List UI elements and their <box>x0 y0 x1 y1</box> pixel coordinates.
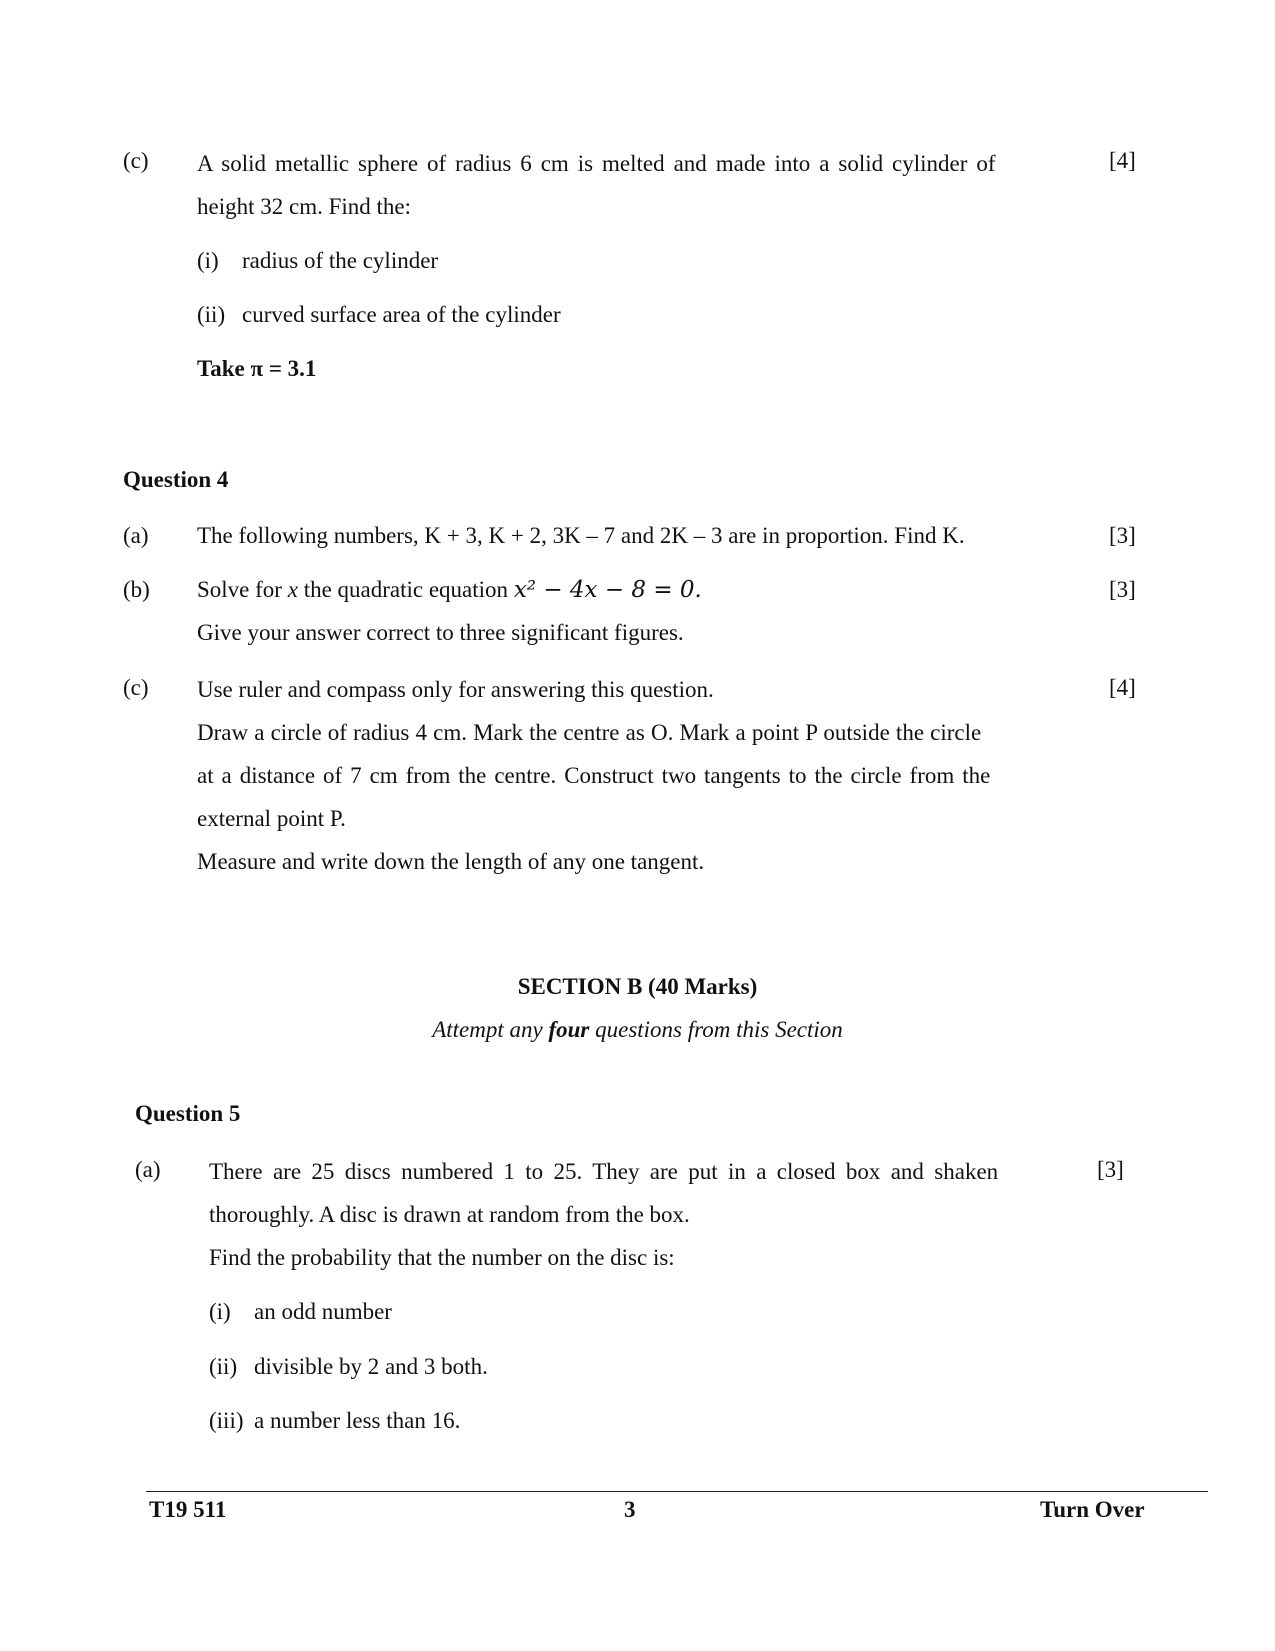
q3c-item-2 <box>197 302 561 328</box>
q3c-item-1 <box>197 248 438 274</box>
q5-heading: Question 5 <box>135 1101 241 1126</box>
footer-paper-code: T19 511 <box>149 1497 227 1522</box>
q5a-item-1 <box>209 1299 392 1325</box>
q4b-text-mid: the quadratic equation <box>297 577 514 602</box>
q3c-text <box>197 142 1034 228</box>
q5a-item-3-text: a number less than 16. <box>254 1408 461 1433</box>
q4b-marks: [3] <box>1109 577 1136 602</box>
q3c-marks: [4] <box>1109 148 1136 173</box>
q4c-line-2: Draw a circle of radius 4 cm. Mark the centre as O. Mark a point P outside the circle <box>197 720 982 745</box>
q4c-line-5: Measure and write down the length of any one tangent. <box>197 849 705 874</box>
section-b-title: SECTION B (40 Marks) <box>517 974 758 999</box>
q5a-item-2-num: (ii) <box>209 1354 238 1379</box>
instr-after: questions from this Section <box>589 1017 843 1042</box>
q4a-label: (a) <box>123 523 149 548</box>
q4c-marks: [4] <box>1109 675 1136 700</box>
q5a-item-1-text: an odd number <box>254 1299 392 1324</box>
q4-heading: Question 4 <box>123 467 229 492</box>
instr-bold: four <box>548 1017 590 1042</box>
q4c-line-3: at a distance of 7 cm from the centre. Construct two tangents to the circle from the <box>197 763 991 788</box>
q4b-line-2: Give your answer correct to three significant figures. <box>197 620 684 645</box>
q5a-text <box>209 1150 1025 1279</box>
q3c-item-2-text: curved surface area of the cylinder <box>242 302 561 327</box>
q5a-line-3: Find the probability that the number on the disc is: <box>209 1245 675 1270</box>
footer-turn-over: Turn Over <box>1040 1497 1145 1522</box>
q4c-text <box>197 668 1034 883</box>
q4c-label: (c) <box>123 675 149 700</box>
q5a-label: (a) <box>135 1157 161 1182</box>
instr-before: Attempt any <box>432 1017 549 1042</box>
q4b-label: (b) <box>123 577 150 602</box>
q3c-item-1-text: radius of the cylinder <box>242 248 439 273</box>
q5a-item-2 <box>209 1354 488 1380</box>
q4c-line-1: Use ruler and compass only for answering this question. <box>197 677 714 702</box>
q4c-line-4: external point P. <box>197 806 346 831</box>
q3c-item-2-num: (ii) <box>197 302 226 327</box>
take-pi-note: Take π = 3.1 <box>197 356 317 381</box>
q4b-variable: x <box>287 577 298 602</box>
q5a-item-1-num: (i) <box>209 1299 231 1324</box>
q4b-equation: x² − 4x − 8 = 0. <box>513 577 702 603</box>
q3c-item-1-num: (i) <box>197 248 219 273</box>
footer-page-number: 3 <box>624 1497 636 1522</box>
q5a-item-2-text: divisible by 2 and 3 both. <box>254 1354 488 1379</box>
q5a-item-3-num: (iii) <box>209 1408 244 1433</box>
q3c-line-1: A solid metallic sphere of radius 6 cm is melted and made into a solid cylinder of <box>197 151 996 176</box>
q5a-item-3 <box>209 1408 460 1434</box>
q5a-line-1: There are 25 discs numbered 1 to 25. They are put in a closed box and shaken <box>209 1159 999 1184</box>
q3c-line-2: height 32 cm. Find the: <box>197 194 412 219</box>
q5a-marks: [3] <box>1097 1157 1124 1182</box>
footer-rule <box>146 1491 1208 1492</box>
q5a-line-2: thoroughly. A disc is drawn at random from the box. <box>209 1202 690 1227</box>
q4b-text-before: Solve for <box>197 577 288 602</box>
section-b-instruction <box>0 1017 1275 1043</box>
q4a-marks: [3] <box>1109 523 1136 548</box>
q4a-text: The following numbers, K + 3, K + 2, 3K – 7 and 2K – 3 are in proportion. Find K. <box>197 523 965 548</box>
q3c-label: (c) <box>123 148 149 173</box>
q4b-text <box>197 577 702 603</box>
